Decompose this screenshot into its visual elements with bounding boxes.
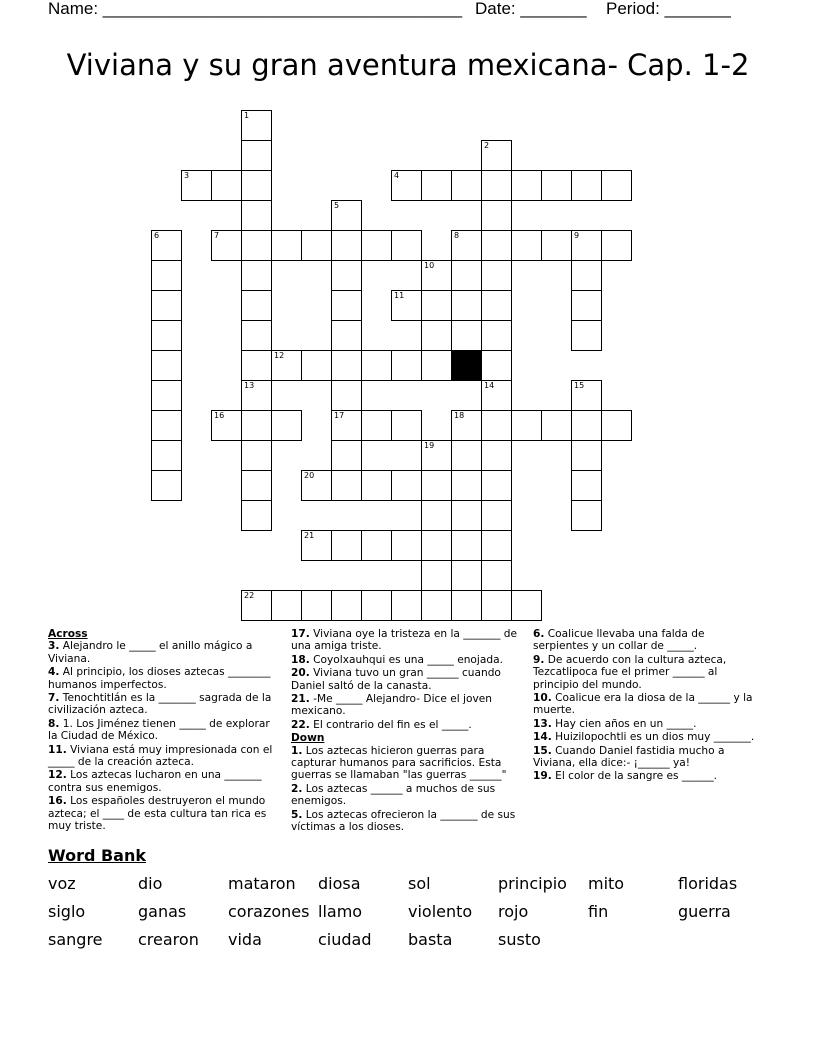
- clue-num: 21.: [291, 693, 310, 706]
- grid-cell[interactable]: [151, 440, 182, 471]
- grid-cell[interactable]: [361, 410, 392, 441]
- name-field[interactable]: Name: ______________________________________: [48, 0, 463, 18]
- clue-num: 19.: [533, 770, 552, 783]
- word-bank-word: sol: [408, 874, 431, 893]
- grid-cell[interactable]: [301, 230, 332, 261]
- grid-cell[interactable]: [271, 590, 302, 621]
- word-bank-word: ciudad: [318, 930, 372, 949]
- period-field[interactable]: Period: _______: [606, 0, 731, 18]
- clue: [291, 693, 519, 718]
- clue-text: Coyolxauhqui es una _____ enojada.: [309, 653, 503, 666]
- word-bank-word: dio: [138, 874, 163, 893]
- grid-cell[interactable]: [331, 440, 362, 471]
- grid-cell[interactable]: [571, 500, 602, 531]
- clue: [291, 654, 519, 666]
- grid-cell[interactable]: [481, 590, 512, 621]
- grid-cell[interactable]: [391, 470, 422, 501]
- grid-cell[interactable]: [601, 230, 632, 261]
- grid-cell[interactable]: [241, 380, 272, 411]
- grid-cell[interactable]: [481, 500, 512, 531]
- grid-cell[interactable]: [481, 380, 512, 411]
- grid-cell[interactable]: [391, 170, 422, 201]
- clue-number: 3: [184, 171, 190, 180]
- grid-cell[interactable]: [301, 590, 332, 621]
- clue: [48, 640, 276, 665]
- clue-number: 11: [394, 291, 405, 300]
- grid-cell[interactable]: [151, 350, 182, 381]
- word-bank-word: susto: [498, 930, 541, 949]
- grid-cell[interactable]: [241, 470, 272, 501]
- grid-cell[interactable]: [481, 530, 512, 561]
- grid-cell[interactable]: [481, 320, 512, 351]
- clue-num: 12.: [48, 769, 67, 782]
- grid-cell[interactable]: [421, 170, 452, 201]
- clue-number: 2: [484, 141, 490, 150]
- clue-text: Tenochtitlán es la _______ sagrada de la civilización azteca.: [48, 692, 272, 717]
- grid-cell[interactable]: [391, 290, 422, 321]
- grid-cell[interactable]: [571, 230, 602, 261]
- grid-cell[interactable]: [421, 530, 452, 561]
- grid-cell[interactable]: [541, 230, 572, 261]
- word-bank-word: fin: [588, 902, 609, 921]
- clue-number: 8: [454, 231, 460, 240]
- clue-num: 17.: [291, 628, 310, 640]
- clue-num: 14.: [533, 731, 552, 744]
- clue-number: 21: [304, 531, 315, 540]
- grid-cell[interactable]: [421, 440, 452, 471]
- grid-cell[interactable]: [241, 140, 272, 171]
- grid-cell[interactable]: [571, 380, 602, 411]
- word-bank-word: mito: [588, 874, 625, 893]
- clue-text: Los aztecas ______ a muchos de sus enemigos.: [291, 782, 496, 808]
- grid-cell[interactable]: [241, 350, 272, 381]
- word-bank-word: mataron: [228, 874, 296, 893]
- grid-cell[interactable]: [451, 530, 482, 561]
- grid-cell[interactable]: [511, 410, 542, 441]
- grid-cell[interactable]: [331, 320, 362, 351]
- clue-num: 2.: [291, 782, 303, 795]
- grid-cell[interactable]: [151, 380, 182, 411]
- grid-cell[interactable]: [601, 170, 632, 201]
- word-bank-word: corazones: [228, 902, 310, 921]
- clue-number: 9: [574, 231, 580, 240]
- clue-text: Alejandro le _____ el anillo mágico a Viviana.: [48, 640, 253, 665]
- grid-cell[interactable]: [301, 530, 332, 561]
- clue-num: 6.: [533, 628, 545, 640]
- grid-cell[interactable]: [451, 170, 482, 201]
- clue-text: Los aztecas lucharon en una _______ contra sus enemigos.: [48, 769, 262, 794]
- grid-cell[interactable]: [481, 560, 512, 591]
- clue-text: Viviana tuvo un gran ______ cuando Daniel saltó de la canasta.: [291, 667, 501, 692]
- grid-cell[interactable]: [421, 560, 452, 591]
- grid-cell[interactable]: [151, 290, 182, 321]
- grid-cell[interactable]: [241, 170, 272, 201]
- clue-text: Hay cien años en un _____.: [551, 717, 697, 730]
- clues-column-3: [533, 628, 761, 784]
- grid-cell[interactable]: [361, 470, 392, 501]
- grid-cell[interactable]: [541, 410, 572, 441]
- grid-cell[interactable]: [151, 320, 182, 351]
- grid-cell[interactable]: [481, 290, 512, 321]
- grid-cell[interactable]: [571, 260, 602, 291]
- grid-cell[interactable]: [481, 230, 512, 261]
- grid-cell[interactable]: [331, 230, 362, 261]
- clue: [291, 745, 519, 782]
- clue-number: 15: [574, 381, 585, 390]
- grid-cell[interactable]: [331, 350, 362, 381]
- grid-cell[interactable]: [481, 470, 512, 501]
- word-bank-word: sangre: [48, 930, 103, 949]
- clue-number: 7: [214, 231, 220, 240]
- grid-cell[interactable]: [151, 470, 182, 501]
- grid-cell[interactable]: [361, 350, 392, 381]
- clue-text: Viviana oye la tristeza en la _______ de una amiga triste.: [291, 628, 517, 653]
- clue: [533, 692, 761, 717]
- grid-cell[interactable]: [241, 320, 272, 351]
- clue-text: Al principio, los dioses aztecas ________ humanos imperfectos.: [48, 666, 271, 691]
- grid-cell[interactable]: [331, 410, 362, 441]
- clue: [291, 719, 519, 731]
- grid-cell[interactable]: [331, 590, 362, 621]
- grid-cell[interactable]: [211, 230, 242, 261]
- grid-cell[interactable]: [511, 590, 542, 621]
- grid-cell[interactable]: [241, 410, 272, 441]
- grid-cell[interactable]: [331, 470, 362, 501]
- grid-cell[interactable]: [421, 590, 452, 621]
- across-clues-list-2: [291, 628, 519, 731]
- clue: [533, 745, 761, 770]
- grid-cell[interactable]: [241, 200, 272, 231]
- word-bank-word: voz: [48, 874, 76, 893]
- clue-number: 19: [424, 441, 435, 450]
- clue-text: Los españoles destruyeron el mundo azteca; el ____ de esta cultura tan rica es muy triste.: [48, 795, 267, 833]
- grid-cell[interactable]: [421, 290, 452, 321]
- grid-cell[interactable]: [571, 410, 602, 441]
- clue-text: Coalicue llevaba una falda de serpientes y un collar de _____.: [533, 628, 705, 653]
- clue: [291, 809, 519, 834]
- grid-cell[interactable]: [151, 410, 182, 441]
- grid-cell[interactable]: [571, 170, 602, 201]
- grid-cell[interactable]: [331, 290, 362, 321]
- clue-text: De acuerdo con la cultura azteca, Tezcatlipoca fue el primer ______ al principio del mundo.: [533, 653, 727, 691]
- grid-cell[interactable]: [451, 230, 482, 261]
- grid-cell[interactable]: [211, 410, 242, 441]
- clue-num: 15.: [533, 744, 552, 757]
- clue: [48, 744, 276, 769]
- clue-text: Viviana está muy impresionada con el _____ de la creación azteca.: [48, 743, 273, 769]
- clue-num: 9.: [533, 653, 545, 666]
- clue-text: El contrario del fin es el _____.: [309, 718, 472, 731]
- grid-cell[interactable]: [271, 230, 302, 261]
- clue: [291, 667, 519, 692]
- grid-cell[interactable]: [451, 590, 482, 621]
- grid-cell[interactable]: [151, 260, 182, 291]
- clue-number: 16: [214, 411, 225, 420]
- clue: [533, 718, 761, 730]
- grid-cell[interactable]: [481, 170, 512, 201]
- grid-cell[interactable]: [571, 440, 602, 471]
- clue-num: 18.: [291, 653, 310, 666]
- across-clues-list: [48, 640, 276, 832]
- word-bank-word: siglo: [48, 902, 86, 921]
- grid-cell[interactable]: [391, 410, 422, 441]
- grid-cell[interactable]: [511, 230, 542, 261]
- clue: [48, 795, 276, 832]
- clue: [533, 654, 761, 691]
- word-bank-word: crearon: [138, 930, 199, 949]
- grid-cell[interactable]: [451, 410, 482, 441]
- grid-cell[interactable]: [571, 320, 602, 351]
- grid-cell[interactable]: [391, 350, 422, 381]
- grid-cell[interactable]: [601, 410, 632, 441]
- grid-cell[interactable]: [481, 200, 512, 231]
- clue-num: 3.: [48, 640, 60, 653]
- grid-cell[interactable]: [481, 350, 512, 381]
- word-bank-word: ganas: [138, 902, 187, 921]
- date-field[interactable]: Date: _______: [475, 0, 587, 18]
- grid-cell[interactable]: [541, 170, 572, 201]
- clue-text: 1. Los Jiménez tienen _____ de explorar la Ciudad de México.: [48, 717, 270, 743]
- clue: [48, 666, 276, 691]
- down-heading: Down: [291, 732, 325, 745]
- grid-cell[interactable]: [331, 380, 362, 411]
- clue: [533, 770, 761, 782]
- clue: [533, 628, 761, 653]
- clue-number: 14: [484, 381, 495, 390]
- clue-number: 10: [424, 261, 435, 270]
- clue-num: 8.: [48, 717, 60, 730]
- clue-num: 7.: [48, 692, 60, 705]
- grid-cell[interactable]: [241, 230, 272, 261]
- grid-cell[interactable]: [481, 140, 512, 171]
- grid-cell[interactable]: [241, 590, 272, 621]
- grid-cell[interactable]: [421, 350, 452, 381]
- word-bank-word: violento: [408, 902, 473, 921]
- clue-number: 1: [244, 111, 250, 120]
- word-bank-word: principio: [498, 874, 567, 893]
- down-clues-list-2: [533, 628, 761, 783]
- grid-cell[interactable]: [511, 170, 542, 201]
- grid-cell[interactable]: [421, 470, 452, 501]
- word-bank-word: llamo: [318, 902, 363, 921]
- clue-num: 22.: [291, 718, 310, 731]
- grid-cell[interactable]: [151, 230, 182, 261]
- grid-cell[interactable]: [181, 170, 212, 201]
- grid-cell[interactable]: [391, 590, 422, 621]
- word-bank-word: floridas: [678, 874, 738, 893]
- clue: [291, 783, 519, 808]
- grid-cell[interactable]: [241, 290, 272, 321]
- clue-num: 16.: [48, 795, 67, 808]
- clue: [291, 628, 519, 653]
- clue: [48, 769, 276, 794]
- page-title: Viviana y su gran aventura mexicana- Cap. 1-2: [66, 48, 750, 82]
- clue-text: Coalicue era la diosa de la ______ y la muerte.: [533, 692, 753, 717]
- grid-cell[interactable]: [331, 200, 362, 231]
- grid-cell[interactable]: [241, 110, 272, 141]
- grid-cell[interactable]: [271, 410, 302, 441]
- word-bank-word: basta: [408, 930, 453, 949]
- clue-num: 4.: [48, 666, 60, 679]
- clue-number: 17: [334, 411, 345, 420]
- clue-text: El color de la sangre es ______.: [551, 770, 718, 783]
- clues-column-2: [291, 628, 519, 835]
- down-clues-list: [291, 745, 519, 834]
- grid-cell[interactable]: [241, 260, 272, 291]
- clue-num: 1.: [291, 744, 303, 757]
- grid-cell[interactable]: [331, 530, 362, 561]
- clue: [48, 692, 276, 717]
- grid-cell[interactable]: [301, 350, 332, 381]
- word-bank-word: diosa: [318, 874, 361, 893]
- grid-cell[interactable]: [391, 230, 422, 261]
- clue-text: Los aztecas hicieron guerras para capturar humanos para sacrificios. Esta guerras se llamaban "las guerras ______": [291, 744, 507, 782]
- grid-cell[interactable]: [361, 230, 392, 261]
- grid-cell[interactable]: [421, 500, 452, 531]
- grid-cell[interactable]: [571, 470, 602, 501]
- clue-text: -Me _____ Alejandro- Dice el joven mexicano.: [291, 693, 492, 718]
- grid-cell[interactable]: [331, 260, 362, 291]
- clue-text: Los aztecas ofrecieron la _______ de sus víctimas a los dioses.: [291, 808, 516, 834]
- word-bank-word: vida: [228, 930, 262, 949]
- grid-cell[interactable]: [361, 590, 392, 621]
- grid-cell[interactable]: [391, 530, 422, 561]
- clue: [533, 731, 761, 743]
- clue-num: 13.: [533, 717, 552, 730]
- grid-cell[interactable]: [481, 440, 512, 471]
- clue-num: 5.: [291, 808, 303, 821]
- word-bank-word: rojo: [498, 902, 529, 921]
- clue-num: 11.: [48, 743, 67, 756]
- grid-cell[interactable]: [451, 470, 482, 501]
- grid-cell[interactable]: [571, 290, 602, 321]
- grid-cell[interactable]: [361, 530, 392, 561]
- clue-text: Huizilopochtli es un dios muy _______.: [551, 731, 755, 744]
- word-bank-word: guerra: [678, 902, 731, 921]
- across-heading: Across: [48, 628, 88, 640]
- clue-number: 4: [394, 171, 400, 180]
- clue-number: 13: [244, 381, 255, 390]
- clue-number: 6: [154, 231, 160, 240]
- clue-number: 22: [244, 591, 255, 600]
- clue-num: 10.: [533, 692, 552, 705]
- grid-cell[interactable]: [421, 320, 452, 351]
- grid-cell[interactable]: [211, 170, 242, 201]
- grid-cell[interactable]: [241, 440, 272, 471]
- grid-cell[interactable]: [481, 260, 512, 291]
- clue-number: 18: [454, 411, 465, 420]
- clue-num: 20.: [291, 667, 310, 680]
- clue: [48, 718, 276, 743]
- clue-number: 12: [274, 351, 285, 360]
- word-bank-title: Word Bank: [48, 846, 147, 865]
- grid-black-cell: [451, 350, 482, 381]
- grid-cell[interactable]: [481, 410, 512, 441]
- grid-cell[interactable]: [271, 350, 302, 381]
- clue-text: Cuando Daniel fastidia mucho a Viviana, ella dice:- ¡______ ya!: [533, 744, 725, 770]
- grid-cell[interactable]: [301, 470, 332, 501]
- grid-cell[interactable]: [451, 290, 482, 321]
- clue-number: 5: [334, 201, 340, 210]
- grid-cell[interactable]: [241, 500, 272, 531]
- clue-number: 20: [304, 471, 315, 480]
- grid-cell[interactable]: [421, 260, 452, 291]
- clues-column-1: [48, 628, 276, 834]
